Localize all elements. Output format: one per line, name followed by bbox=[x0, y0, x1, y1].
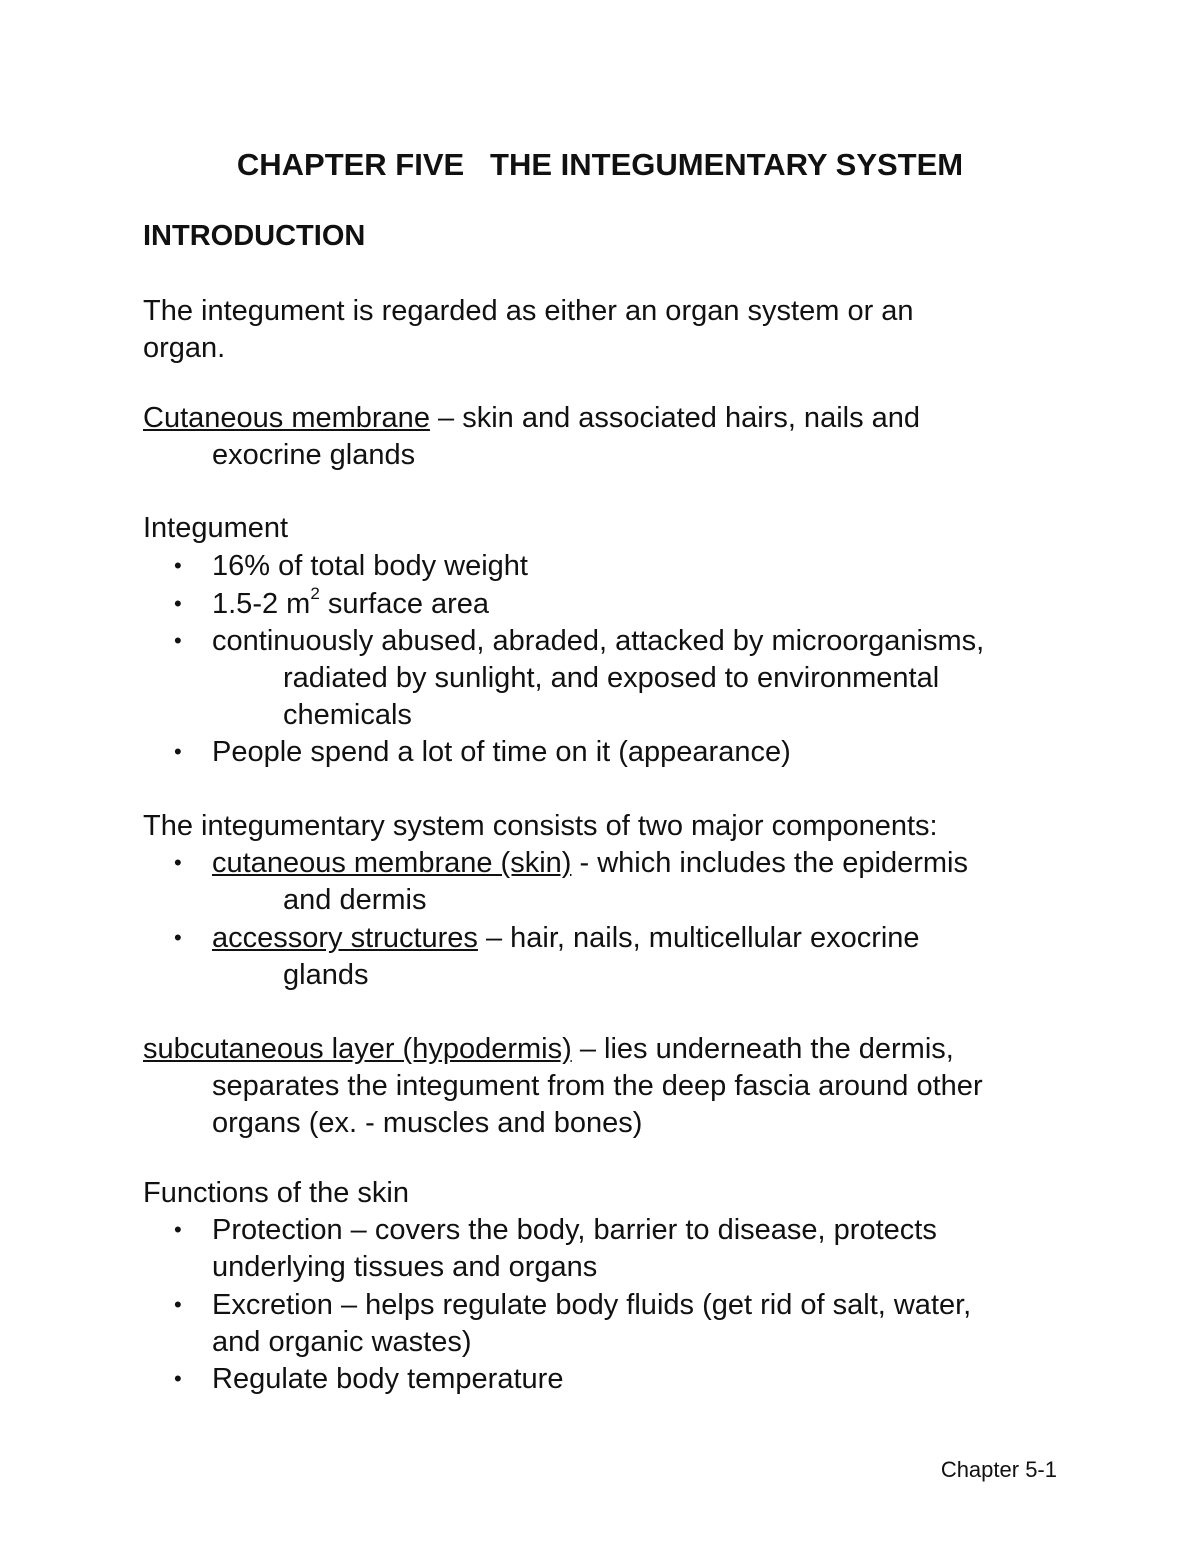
subcutaneous-rest: – lies underneath the dermis, bbox=[571, 1033, 954, 1065]
bullet-icon: • bbox=[174, 628, 182, 653]
bullet-icon: • bbox=[174, 1366, 182, 1391]
function-2-line-2: and organic wastes) bbox=[212, 1326, 472, 1358]
integument-item-4: People spend a lot of time on it (appearance) bbox=[212, 736, 791, 768]
function-1-line-2: underlying tissues and organs bbox=[212, 1251, 598, 1283]
function-1-line-1: Protection – covers the body, barrier to disease, protects bbox=[212, 1214, 937, 1246]
bullet-icon: • bbox=[174, 1217, 182, 1242]
item2-sup: 2 bbox=[310, 584, 320, 604]
component-2 bbox=[212, 920, 920, 956]
component-2-continuation: glands bbox=[283, 959, 369, 991]
cutaneous-term: Cutaneous membrane bbox=[143, 402, 430, 434]
page-footer: Chapter 5-1 bbox=[940, 1457, 1057, 1482]
section-heading: INTRODUCTION bbox=[143, 220, 366, 252]
cutaneous-continuation: exocrine glands bbox=[212, 439, 416, 471]
intro-line-1: The integument is regarded as either an organ system or an bbox=[143, 295, 914, 327]
intro-line-2: organ. bbox=[143, 332, 226, 364]
functions-heading: Functions of the skin bbox=[143, 1177, 409, 1209]
component-1-rest: - which includes the epidermis bbox=[571, 847, 968, 879]
function-2-line-1: Excretion – helps regulate body fluids (get rid of salt, water, bbox=[212, 1289, 972, 1321]
cutaneous-rest: – skin and associated hairs, nails and bbox=[429, 402, 921, 434]
subcutaneous-line-3: organs (ex. - muscles and bones) bbox=[212, 1107, 643, 1139]
chapter-title: CHAPTER FIVE THE INTEGUMENTARY SYSTEM bbox=[236, 147, 964, 182]
subcutaneous-definition bbox=[143, 1031, 954, 1067]
bullet-icon: • bbox=[174, 1292, 182, 1317]
subcutaneous-term: subcutaneous layer (hypodermis) bbox=[143, 1033, 572, 1065]
item2-post: surface area bbox=[319, 588, 490, 620]
component-2-term: accessory structures bbox=[212, 922, 478, 954]
integument-item-1: 16% of total body weight bbox=[212, 550, 528, 582]
integument-item-2 bbox=[212, 586, 489, 622]
function-3: Regulate body temperature bbox=[212, 1363, 564, 1395]
component-1 bbox=[212, 845, 968, 881]
bullet-icon: • bbox=[174, 591, 182, 616]
bullet-icon: • bbox=[174, 553, 182, 578]
bullet-icon: • bbox=[174, 850, 182, 875]
bullet-icon: • bbox=[174, 925, 182, 950]
subcutaneous-line-2: separates the integument from the deep fascia around other bbox=[212, 1070, 983, 1102]
item2-pre: 1.5-2 m bbox=[212, 588, 311, 620]
bullet-icon: • bbox=[174, 739, 182, 764]
component-1-continuation: and dermis bbox=[283, 884, 427, 916]
components-intro: The integumentary system consists of two major components: bbox=[143, 810, 938, 842]
component-1-term: cutaneous membrane (skin) bbox=[212, 847, 572, 879]
integument-item-3-line-1: continuously abused, abraded, attacked by microorganisms, bbox=[212, 625, 985, 657]
cutaneous-definition bbox=[143, 400, 920, 436]
integument-item-3-line-3: chemicals bbox=[283, 699, 412, 731]
integument-heading: Integument bbox=[143, 512, 289, 544]
integument-item-3-line-2: radiated by sunlight, and exposed to environmental bbox=[283, 662, 940, 694]
component-2-rest: – hair, nails, multicellular exocrine bbox=[477, 922, 920, 954]
